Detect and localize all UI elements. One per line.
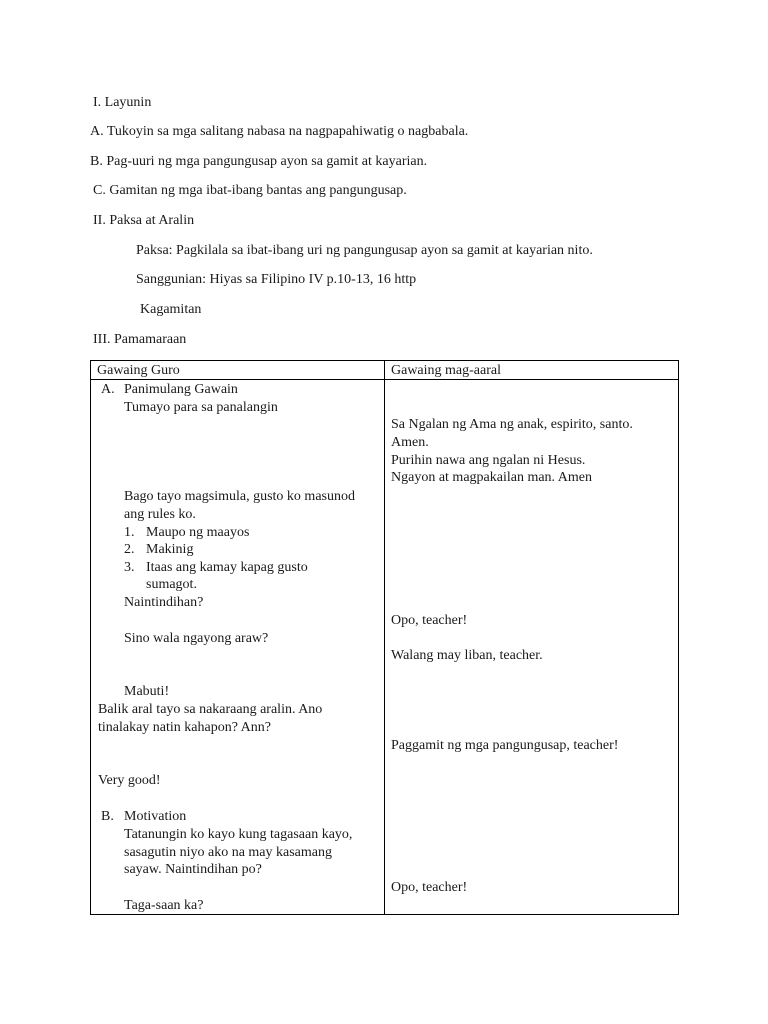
student-absent-answer: Walang may liban, teacher. (391, 648, 543, 663)
kagamitan-line: Kagamitan (140, 302, 202, 317)
student-yes-answer-1: Opo, teacher! (391, 613, 468, 628)
rule-2-number: 2. (124, 542, 135, 557)
paksa-line: Paksa: Pagkilala sa ibat-ibang uri ng pangungusap ayon sa gamit at kayarian nito. (136, 243, 593, 258)
student-prayer-line-3: Purihin nawa ang ngalan ni Hesus. (391, 453, 586, 468)
teacher-prayer: Tumayo para sa panalangin (124, 400, 278, 415)
section-a-marker: A. (101, 382, 115, 397)
student-column-header (385, 361, 679, 380)
teacher-column-header (91, 361, 385, 380)
teacher-origin-question: Taga-saan ka? (124, 898, 204, 913)
teacher-review-line-1: Balik aral tayo sa nakaraang aralin. Ano (98, 702, 323, 717)
sanggunian-line: Sanggunian: Hiyas sa Filipino IV p.10-13, 16 http (136, 272, 417, 287)
objective-a: A. Tukoyin sa mga salitang nabasa na nagpapahiwatig o nagbabala. (90, 124, 469, 139)
student-yes-answer-2: Opo, teacher! (391, 880, 468, 895)
table-body-row (91, 380, 679, 915)
teacher-rules-line-1: Bago tayo magsimula, gusto ko masunod (124, 489, 355, 504)
student-activities-cell (385, 380, 679, 915)
rule-3-number: 3. (124, 560, 135, 575)
subject-heading: II. Paksa at Aralin (93, 213, 195, 228)
teacher-understand-question: Naintindihan? (124, 595, 204, 610)
section-b-title: Motivation (124, 809, 187, 824)
rule-2-text: Makinig (146, 542, 194, 557)
teacher-column-label: Gawaing Guro (97, 363, 180, 378)
rule-3-text-line-1: Itaas ang kamay kapag gusto (146, 560, 308, 575)
teacher-motivation-line-3: sayaw. Naintindihan po? (124, 862, 262, 877)
student-review-answer: Paggamit ng mga pangungusap, teacher! (391, 738, 619, 753)
teacher-very-good: Very good! (98, 773, 161, 788)
teacher-rules-line-2: ang rules ko. (124, 507, 196, 522)
section-b-marker: B. (101, 809, 114, 824)
teacher-motivation-line-1: Tatanungin ko kayo kung tagasaan kayo, (124, 827, 353, 842)
section-a-title: Panimulang Gawain (124, 382, 238, 397)
table-header-row (91, 361, 679, 380)
student-column-label: Gawaing mag-aaral (391, 363, 501, 378)
rule-3-text-line-2: sumagot. (146, 577, 197, 592)
student-prayer-line-4: Ngayon at magpakailan man. Amen (391, 470, 592, 485)
procedure-table (90, 360, 679, 915)
student-prayer-line-2: Amen. (391, 435, 429, 450)
teacher-review-line-2: tinalakay natin kahapon? Ann? (98, 720, 271, 735)
teacher-motivation-line-2: sasagutin niyo ako na may kasamang (124, 845, 333, 860)
objective-c: C. Gamitan ng mga ibat-ibang bantas ang pangungusap. (93, 183, 407, 198)
rule-1-number: 1. (124, 525, 135, 540)
objectives-heading: I. Layunin (93, 95, 152, 110)
objective-b: B. Pag-uuri ng mga pangungusap ayon sa gamit at kayarian. (90, 154, 428, 169)
procedure-heading: III. Pamamaraan (93, 332, 187, 347)
student-prayer-line-1: Sa Ngalan ng Ama ng anak, espirito, santo. (391, 417, 633, 432)
teacher-absent-question: Sino wala ngayong araw? (124, 631, 269, 646)
rule-1-text: Maupo ng maayos (146, 525, 250, 540)
teacher-praise: Mabuti! (124, 684, 170, 699)
teacher-activities-cell (91, 380, 385, 915)
